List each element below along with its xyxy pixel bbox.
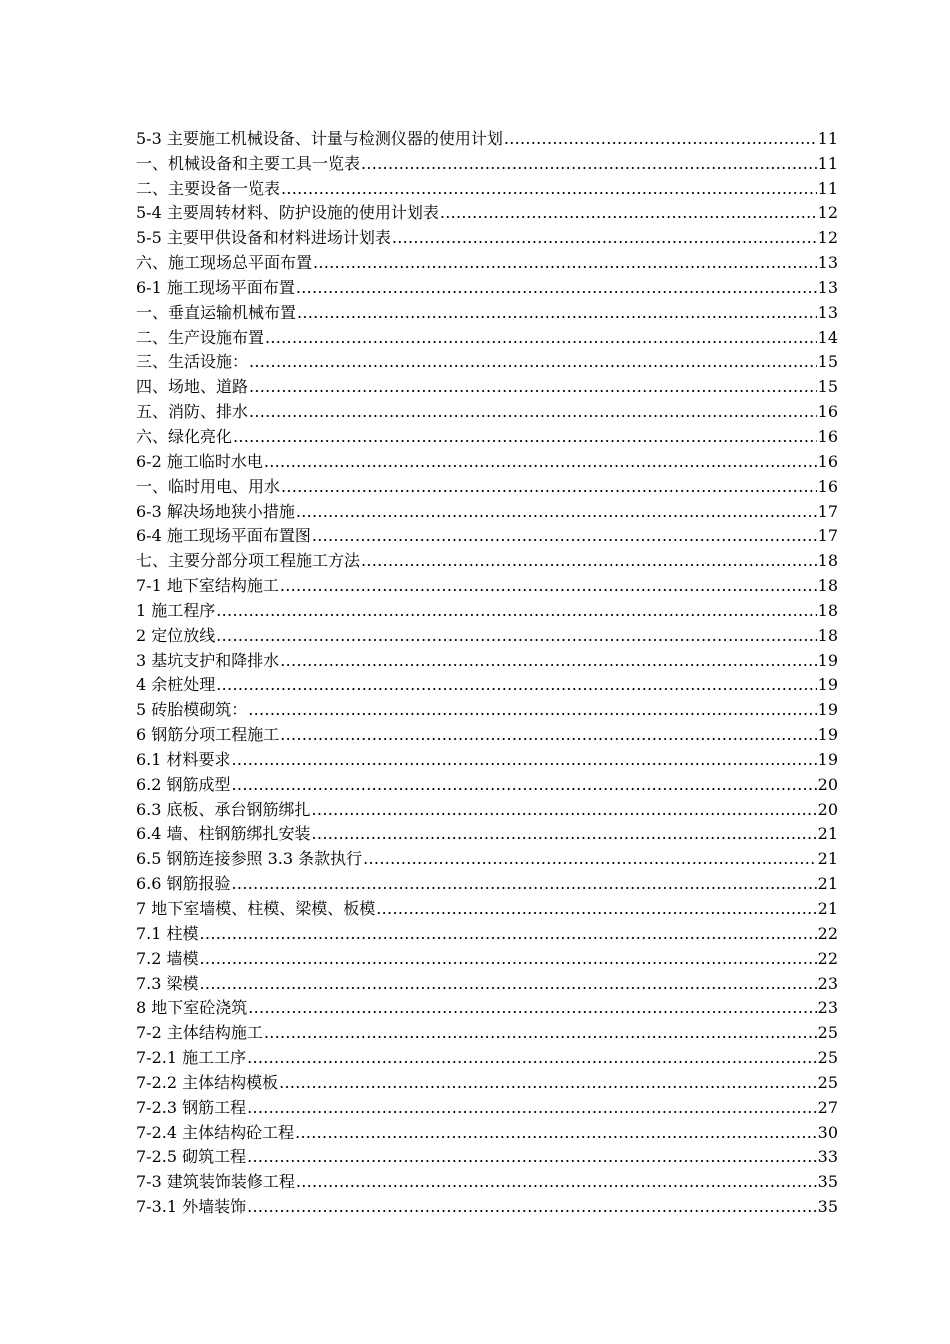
toc-entry-page-number: 35 (817, 1197, 838, 1217)
toc-entry[interactable] (136, 820, 838, 845)
toc-entry-title: 7-3 建筑装饰装修工程 (136, 1172, 295, 1192)
toc-dot-leader (392, 228, 817, 248)
toc-entry-page-number: 20 (817, 799, 838, 819)
toc-dot-leader (200, 924, 817, 944)
toc-entry-title: 5-3 主要施工机械设备、计量与检测仪器的使用计划 (136, 128, 503, 148)
toc-entry[interactable] (136, 273, 838, 298)
toc-entry-title: 6.5 钢筋连接参照 3.3 条款执行 (136, 849, 363, 869)
toc-dot-leader (376, 899, 816, 919)
toc-entry-page-number: 16 (817, 402, 838, 422)
toc-dot-leader (247, 1197, 817, 1217)
toc-dot-leader (440, 203, 817, 223)
toc-entry-page-number: 22 (817, 923, 838, 943)
toc-entry-page-number: 11 (817, 178, 838, 198)
toc-dot-leader (279, 1073, 817, 1093)
toc-dot-leader (281, 477, 817, 497)
toc-entry-page-number: 15 (817, 377, 838, 397)
toc-entry-title: 5-5 主要甲供设备和材料进场计划表 (136, 228, 391, 248)
toc-entry[interactable] (136, 646, 838, 671)
toc-entry[interactable] (136, 571, 838, 596)
toc-entry-page-number: 15 (817, 352, 838, 372)
toc-entry-page-number: 19 (817, 700, 838, 720)
toc-entry-page-number: 33 (817, 1147, 838, 1167)
toc-dot-leader (312, 526, 817, 546)
toc-entry-title: 6.3 底板、承台钢筋绑扎 (136, 799, 311, 819)
toc-entry[interactable] (136, 596, 838, 621)
toc-dot-leader (216, 601, 816, 621)
toc-dot-leader (361, 154, 817, 174)
toc-entry-title: 7-2 主体结构施工 (136, 1023, 263, 1043)
toc-entry-title: 7-3.1 外墙装饰 (136, 1197, 247, 1217)
toc-entry[interactable] (136, 894, 838, 919)
toc-entry-title: 5-4 主要周转材料、防护设施的使用计划表 (136, 203, 439, 223)
toc-entry-title: 六、绿化亮化 (136, 426, 233, 446)
toc-entry-page-number: 25 (817, 1072, 838, 1092)
toc-entry-page-number: 21 (817, 874, 838, 894)
toc-entry-page-number: 19 (817, 749, 838, 769)
toc-entry-title: 8 地下室砼浇筑 (136, 998, 248, 1018)
toc-entry[interactable] (136, 1192, 838, 1217)
toc-entry[interactable] (136, 1068, 838, 1093)
toc-entry[interactable] (136, 969, 838, 994)
toc-entry-title: 7-1 地下室结构施工 (136, 576, 279, 596)
toc-dot-leader (264, 452, 817, 472)
toc-entry-title: 6-2 施工临时水电 (136, 451, 263, 471)
toc-dot-leader (233, 427, 817, 447)
toc-entry-page-number: 20 (817, 774, 838, 794)
toc-entry[interactable] (136, 1018, 838, 1043)
toc-entry-page-number: 18 (817, 625, 838, 645)
toc-entry-title: 3 基坑支护和降排水 (136, 650, 280, 670)
toc-entry-title: 7-2.3 钢筋工程 (136, 1097, 247, 1117)
toc-dot-leader (200, 974, 817, 994)
toc-entry-page-number: 11 (817, 128, 838, 148)
toc-entry-title: 7-2.4 主体结构砼工程 (136, 1122, 295, 1142)
toc-entry-page-number: 13 (817, 253, 838, 273)
toc-dot-leader (296, 502, 817, 522)
toc-entry-title: 6-3 解决场地狭小措施 (136, 501, 295, 521)
toc-entry[interactable] (136, 472, 838, 497)
toc-entry[interactable] (136, 770, 838, 795)
toc-dot-leader (232, 775, 817, 795)
toc-entry[interactable] (136, 447, 838, 472)
toc-entry[interactable] (136, 348, 838, 373)
toc-entry-title: 一、机械设备和主要工具一览表 (136, 153, 361, 173)
toc-entry[interactable] (136, 248, 838, 273)
toc-entry[interactable] (136, 174, 838, 199)
toc-entry[interactable] (136, 745, 838, 770)
toc-entry-page-number: 23 (817, 998, 838, 1018)
table-of-contents (136, 124, 838, 1217)
toc-dot-leader (312, 824, 817, 844)
toc-entry-page-number: 11 (817, 153, 838, 173)
toc-entry-title: 六、施工现场总平面布置 (136, 253, 313, 273)
toc-entry-page-number: 13 (817, 302, 838, 322)
toc-entry-title: 7-2.2 主体结构模板 (136, 1072, 279, 1092)
toc-entry-title: 一、垂直运输机械布置 (136, 302, 297, 322)
toc-entry-page-number: 19 (817, 650, 838, 670)
toc-entry-page-number: 18 (817, 600, 838, 620)
toc-entry-title: 7-2.5 砌筑工程 (136, 1147, 247, 1167)
toc-entry-page-number: 19 (817, 675, 838, 695)
toc-entry[interactable] (136, 124, 838, 149)
toc-entry-page-number: 17 (817, 501, 838, 521)
toc-entry[interactable] (136, 919, 838, 944)
toc-entry-title: 三、生活设施： (136, 352, 249, 372)
toc-dot-leader (249, 377, 817, 397)
toc-entry[interactable] (136, 695, 838, 720)
toc-entry-page-number: 12 (817, 203, 838, 223)
toc-entry-page-number: 18 (817, 576, 838, 596)
toc-entry-title: 6 钢筋分项工程施工 (136, 725, 280, 745)
toc-dot-leader (504, 129, 817, 149)
toc-dot-leader (281, 179, 817, 199)
toc-entry-title: 四、场地、道路 (136, 377, 249, 397)
toc-dot-leader (280, 725, 816, 745)
toc-entry-title: 7 地下室墙模、柱模、梁模、板模 (136, 899, 376, 918)
toc-entry-page-number: 14 (817, 327, 838, 347)
toc-dot-leader (296, 1172, 817, 1192)
toc-dot-leader (297, 303, 817, 323)
toc-entry-title: 6.2 钢筋成型 (136, 774, 231, 794)
toc-dot-leader (200, 949, 817, 969)
toc-entry-title: 6-4 施工现场平面布置图 (136, 526, 311, 546)
toc-entry[interactable] (136, 323, 838, 348)
toc-entry[interactable] (136, 1043, 838, 1068)
toc-entry-page-number: 16 (817, 476, 838, 496)
toc-entry[interactable] (136, 1093, 838, 1118)
toc-entry-page-number: 27 (817, 1097, 838, 1117)
toc-entry-title: 7-2.1 施工工序 (136, 1048, 247, 1068)
toc-entry[interactable] (136, 298, 838, 323)
toc-dot-leader (249, 402, 817, 422)
toc-entry-title: 6.1 材料要求 (136, 749, 231, 769)
toc-entry-title: 6-1 施工现场平面布置 (136, 277, 295, 297)
toc-entry-page-number: 25 (817, 1048, 838, 1068)
toc-entry[interactable] (136, 149, 838, 174)
toc-entry[interactable] (136, 497, 838, 522)
toc-entry-title: 五、消防、排水 (136, 402, 249, 422)
toc-entry-page-number: 21 (817, 849, 838, 869)
toc-entry-page-number: 18 (817, 551, 838, 571)
toc-entry-title: 七、主要分部分项工程施工方法 (136, 551, 361, 571)
toc-entry[interactable] (136, 720, 838, 745)
toc-entry-page-number: 21 (817, 899, 838, 918)
toc-entry[interactable] (136, 422, 838, 447)
toc-dot-leader (232, 874, 817, 894)
toc-entry[interactable] (136, 994, 838, 1019)
toc-entry-title: 一、临时用电、用水 (136, 476, 281, 496)
toc-entry-page-number: 22 (817, 948, 838, 968)
toc-dot-leader (280, 651, 816, 671)
toc-entry-title: 7.1 柱模 (136, 923, 199, 943)
toc-dot-leader (216, 626, 816, 646)
toc-dot-leader (248, 700, 816, 720)
toc-entry-title: 4 余桩处理 (136, 675, 216, 695)
toc-dot-leader (264, 1023, 817, 1043)
toc-dot-leader (280, 576, 817, 596)
toc-dot-leader (295, 1123, 817, 1143)
toc-entry-title: 6.6 钢筋报验 (136, 874, 231, 894)
toc-dot-leader (247, 1098, 817, 1118)
toc-entry-title: 6.4 墙、柱钢筋绑扎安装 (136, 824, 311, 844)
toc-entry-title: 二、生产设施布置 (136, 327, 265, 347)
toc-entry-title: 二、主要设备一览表 (136, 178, 281, 198)
toc-entry-page-number: 19 (817, 725, 838, 745)
toc-entry[interactable] (136, 621, 838, 646)
toc-entry[interactable] (136, 869, 838, 894)
toc-entry-title: 2 定位放线 (136, 625, 216, 645)
toc-entry[interactable] (136, 671, 838, 696)
toc-entry[interactable] (136, 546, 838, 571)
toc-dot-leader (312, 800, 817, 820)
toc-entry[interactable] (136, 795, 838, 820)
toc-dot-leader (247, 1147, 817, 1167)
toc-dot-leader (363, 849, 816, 869)
toc-entry[interactable] (136, 522, 838, 547)
toc-entry-page-number: 13 (817, 277, 838, 297)
toc-dot-leader (249, 352, 817, 372)
toc-entry-page-number: 12 (817, 228, 838, 248)
toc-entry[interactable] (136, 844, 838, 869)
toc-entry[interactable] (136, 1143, 838, 1168)
toc-entry-page-number: 21 (817, 824, 838, 844)
toc-entry-title: 1 施工程序 (136, 600, 216, 620)
toc-entry-page-number: 25 (817, 1023, 838, 1043)
toc-entry-title: 5 砖胎模砌筑： (136, 700, 248, 720)
toc-entry-page-number: 30 (817, 1122, 838, 1142)
toc-entry[interactable] (136, 199, 838, 224)
toc-entry-title: 7.2 墙模 (136, 948, 199, 968)
toc-dot-leader (248, 998, 816, 1018)
toc-entry[interactable] (136, 1118, 838, 1143)
toc-entry[interactable] (136, 1167, 838, 1192)
toc-entry[interactable] (136, 223, 838, 248)
toc-dot-leader (265, 328, 817, 348)
toc-entry[interactable] (136, 372, 838, 397)
toc-entry-page-number: 23 (817, 973, 838, 993)
toc-entry-page-number: 16 (817, 451, 838, 471)
toc-dot-leader (296, 278, 817, 298)
toc-dot-leader (313, 253, 817, 273)
toc-entry-page-number: 17 (817, 526, 838, 546)
toc-entry-title: 7.3 梁模 (136, 973, 199, 993)
toc-dot-leader (216, 675, 816, 695)
toc-entry[interactable] (136, 397, 838, 422)
toc-dot-leader (247, 1048, 817, 1068)
toc-dot-leader (361, 551, 817, 571)
toc-entry-page-number: 16 (817, 426, 838, 446)
toc-entry[interactable] (136, 944, 838, 969)
toc-dot-leader (232, 750, 817, 770)
toc-entry-page-number: 35 (817, 1172, 838, 1192)
